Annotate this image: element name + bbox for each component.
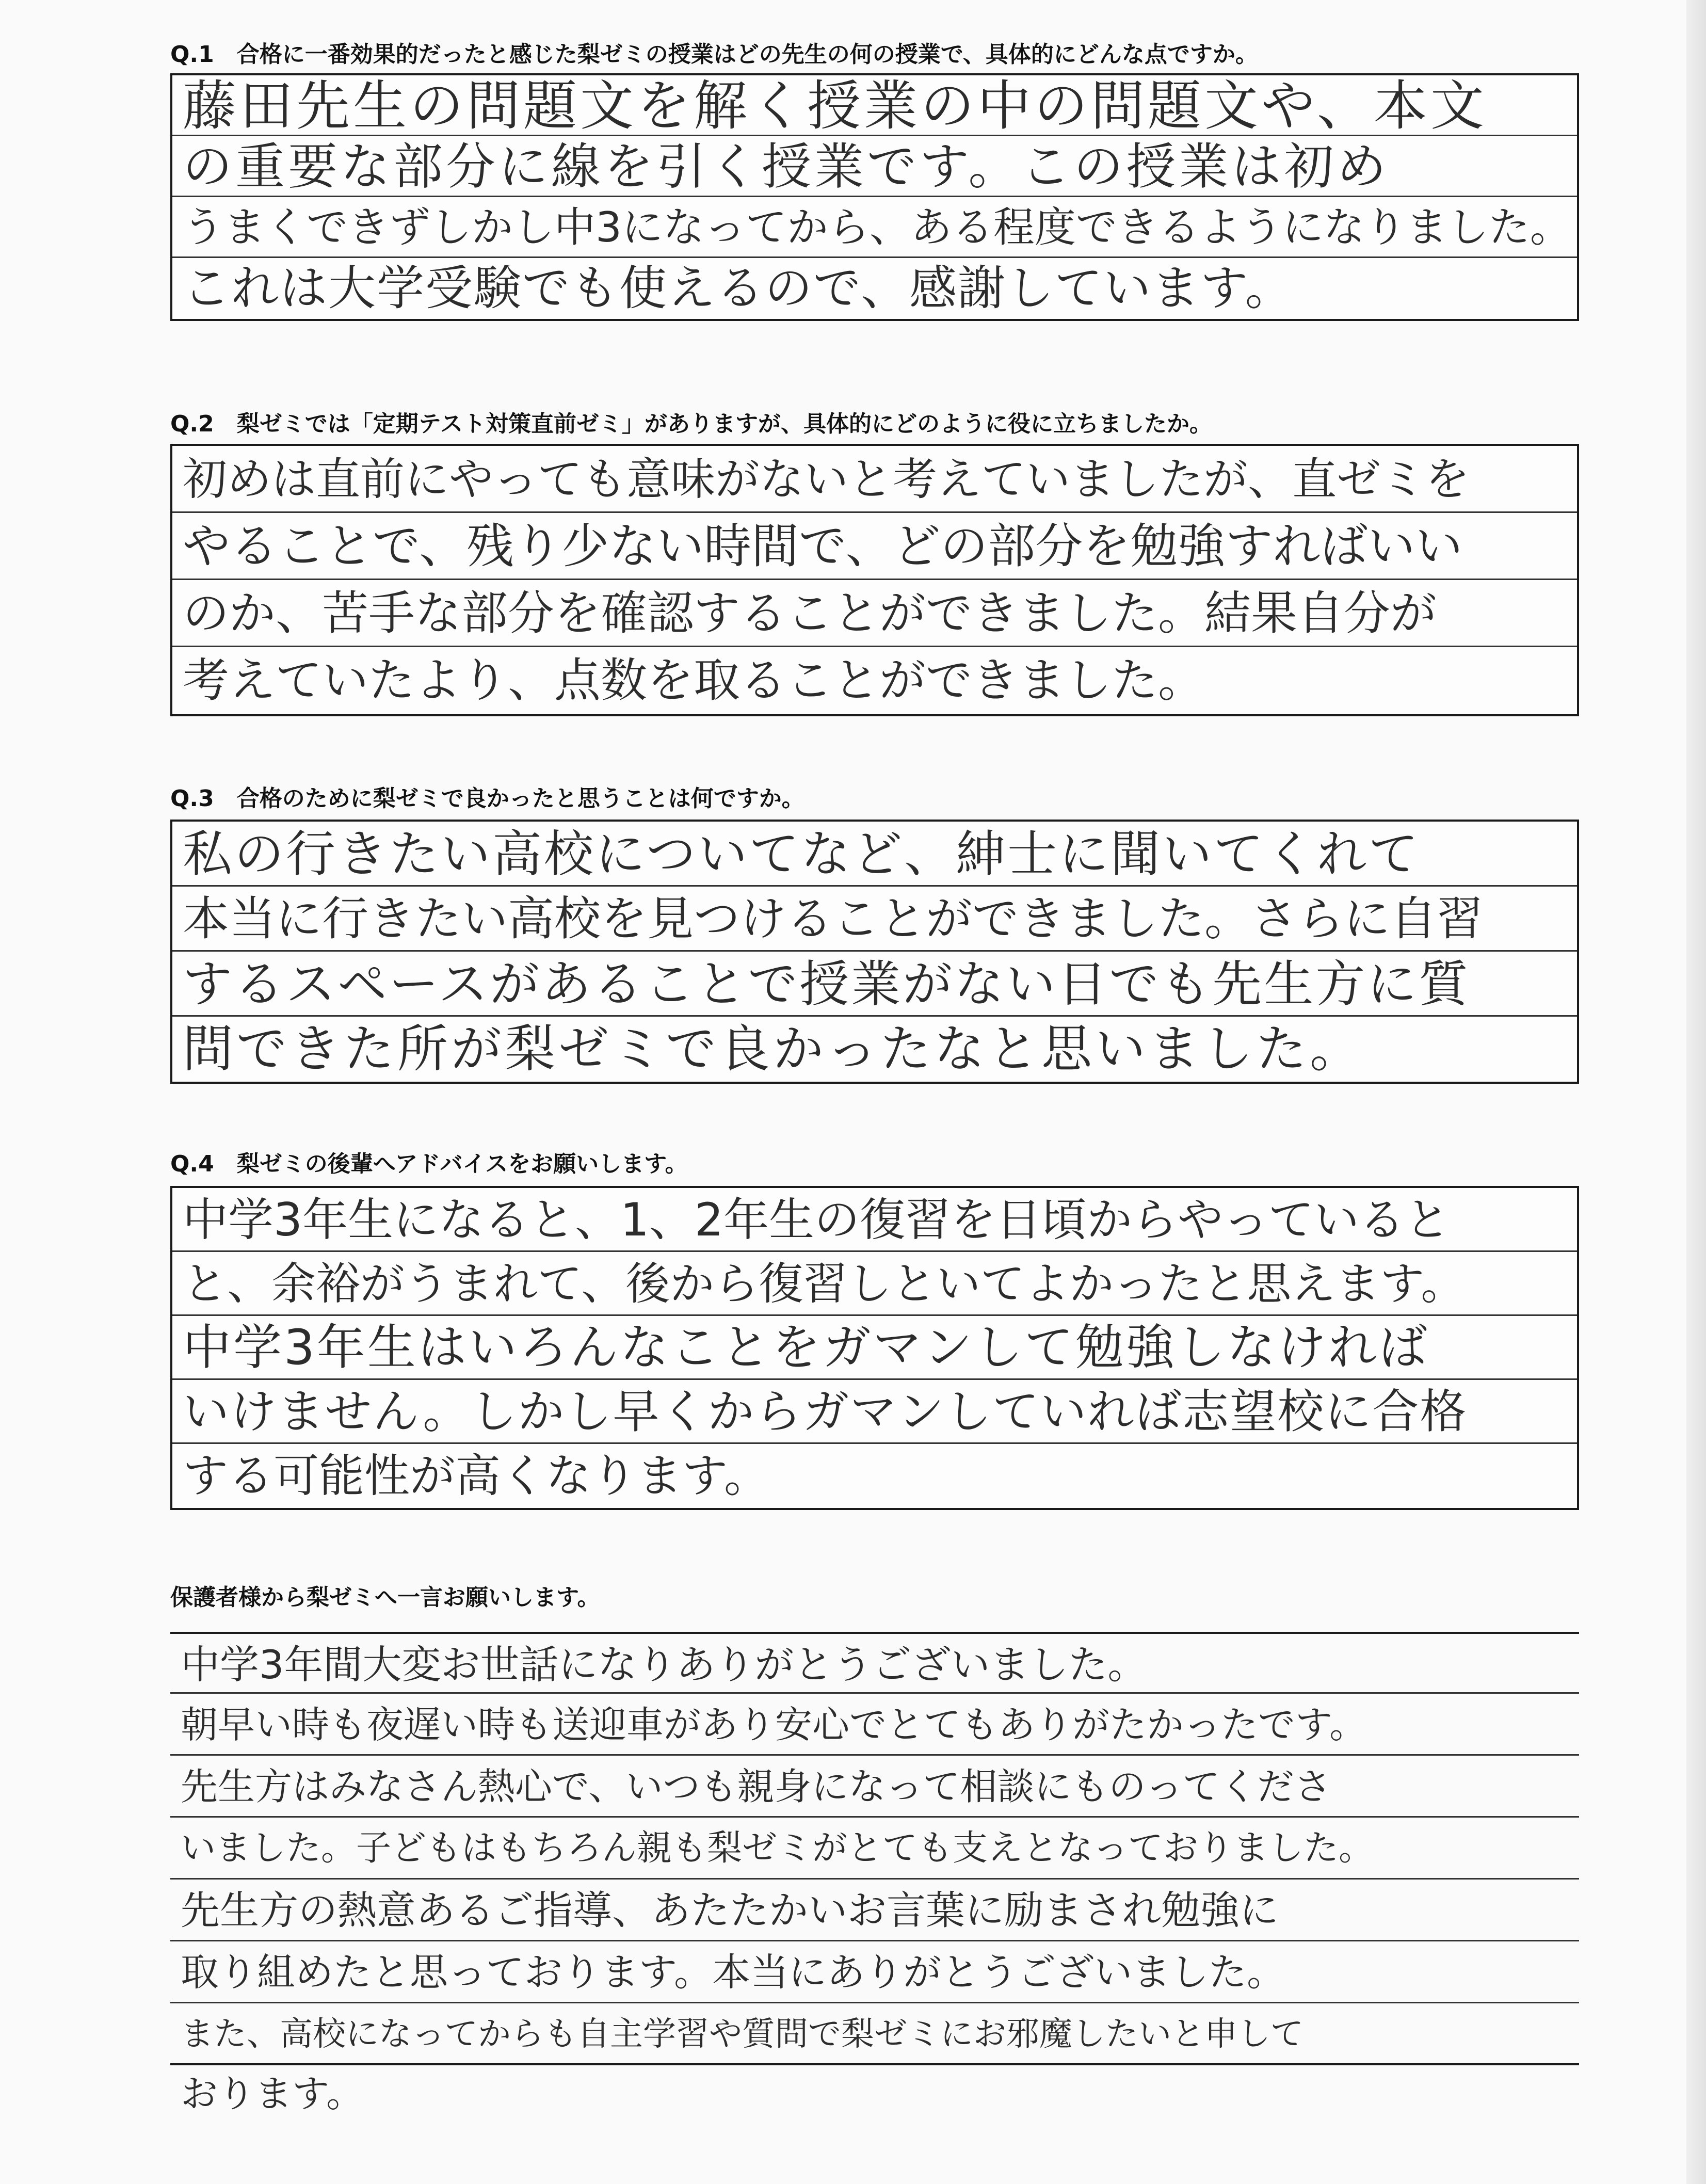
answer-line: するスペースがあることで授業がない日でも先生方に質 xyxy=(172,952,1577,1017)
answer-line: 問できた所が梨ゼミで良かったなと思いました。 xyxy=(183,1020,1364,1079)
scan-edge xyxy=(1686,0,1706,2184)
answer-line: 先生方はみなさん熱心で、いつも親身になって相談にものってくださ xyxy=(170,1756,1579,1818)
answer-line: いけません。しかし早くからガマンしていれば志望校に合格 xyxy=(172,1380,1577,1444)
answer-box-4 xyxy=(170,1186,1579,1510)
answer-box-3 xyxy=(170,820,1579,1084)
answer-line: 朝早い時も夜遅い時も送迎車があり安心でとてもありがたかったです。 xyxy=(170,1694,1579,1756)
answer-line: 私の行きたい高校についてなど、紳士に聞いてくれて xyxy=(172,822,1577,887)
answer-line: おります。 xyxy=(181,2072,364,2115)
answer-line: 取り組めたと思っております。本当にありがとうございました。 xyxy=(170,1941,1579,2003)
parents-message xyxy=(170,1582,1579,2122)
question-3 xyxy=(170,783,1579,1084)
parents-title: 保護者様から梨ゼミへ一言お願いします。 xyxy=(170,1584,600,1611)
answer-line: する可能性が高くなります。 xyxy=(183,1449,769,1502)
question-1-title: Q.1 合格に一番効果的だったと感じた梨ゼミの授業はどの先生の何の授業で、具体的にどんな点ですか。 xyxy=(170,41,1258,68)
answer-line: 中学3年生はいろんなことをガマンして勉強しなければ xyxy=(172,1316,1577,1380)
answer-line: いました。子どもはもちろん親も梨ゼミがとても支えとなっておりました。 xyxy=(170,1818,1579,1880)
answer-line: 考えていたより、点数を取ることができました。 xyxy=(183,653,1204,708)
question-3-title: Q.3 合格のために梨ゼミで良かったと思うことは何ですか。 xyxy=(170,785,804,812)
answer-line: 中学3年間大変お世話になりありがとうございました。 xyxy=(170,1632,1579,1694)
question-2 xyxy=(170,409,1579,716)
question-4 xyxy=(170,1149,1579,1510)
answer-line: 中学3年生になると、1、2年生の復習を日頃からやっていると xyxy=(172,1188,1577,1252)
question-2-title: Q.2 梨ゼミでは「定期テスト対策直前ゼミ」がありますが、具体的にどのように役に立ちましたか。 xyxy=(170,411,1212,437)
answer-line: やることで、残り少ない時間で、どの部分を勉強すればいい xyxy=(172,513,1577,580)
answer-line: これは大学受験でも使えるので、感謝しています。 xyxy=(183,261,1294,316)
question-4-title: Q.4 梨ゼミの後輩へアドバイスをお願いします。 xyxy=(170,1151,688,1177)
question-1 xyxy=(170,39,1579,321)
answer-line: 本当に行きたい高校を見つけることができました。さらに自習 xyxy=(172,887,1577,952)
answer-line: うまくできずしかし中3になってから、ある程度できるようになりました。 xyxy=(172,197,1577,258)
answer-box-2 xyxy=(170,444,1579,716)
answer-line: の重要な部分に線を引く授業です。この授業は初め xyxy=(172,136,1577,197)
answer-line: と、余裕がうまれて、後から復習しといてよかったと思えます。 xyxy=(172,1252,1577,1316)
answer-line: また、高校になってからも自主学習や質問で梨ゼミにお邪魔したいと申して xyxy=(170,2003,1579,2065)
answer-box-1 xyxy=(170,73,1579,321)
answer-line: 先生方の熱意あるご指導、あたたかいお言葉に励まされ勉強に xyxy=(170,1880,1579,1941)
answer-line: のか、苦手な部分を確認することができました。結果自分が xyxy=(172,580,1577,647)
answer-line: 藤田先生の問題文を解く授業の中の問題文や、本文 xyxy=(172,75,1577,136)
answer-line: 初めは直前にやっても意味がないと考えていましたが、直ゼミを xyxy=(172,446,1577,513)
parents-answer-lines xyxy=(170,1632,1579,2122)
